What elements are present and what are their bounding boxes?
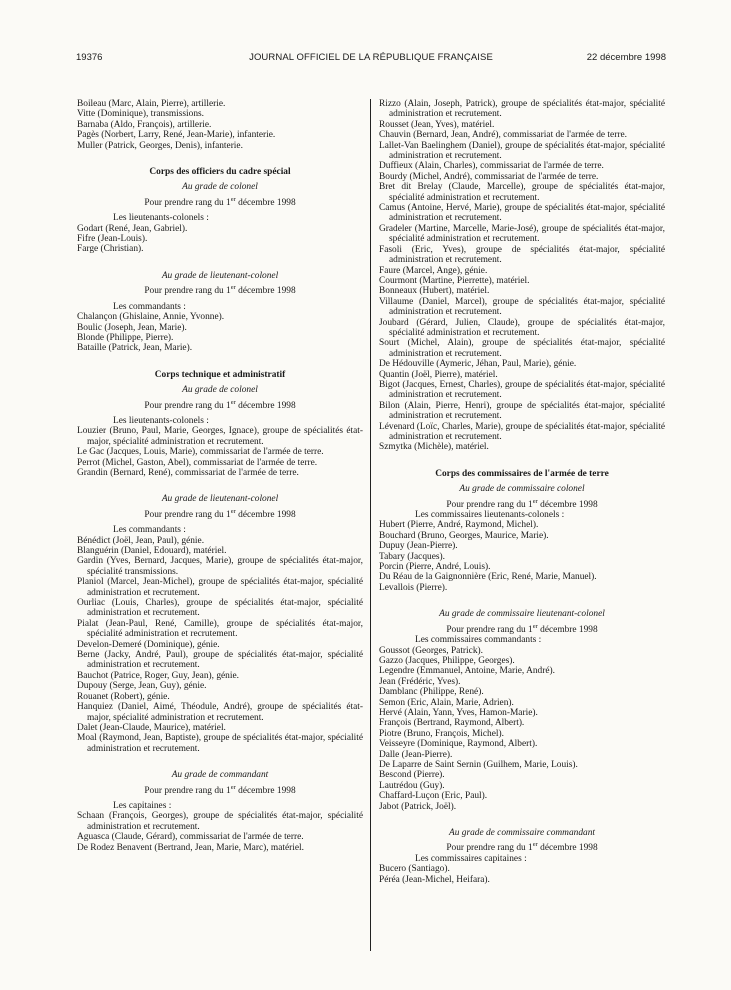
grade-title: Au grade de commandant (171, 770, 269, 781)
list-item: Hanquiez (Daniel, Aimé, Théodule, André), groupe de spécialités état-major, spécialité administration et recrutement. (77, 702, 363, 723)
rank-date: Pour prendre rang du 1er décembre 1998 (144, 284, 296, 297)
list-item: Dupuy (Jean-Pierre). (379, 541, 458, 552)
list-item: Quantin (Joël, Pierre), matériel. (379, 369, 498, 380)
grade-title: Au grade de commissaire lieutenant-colonel (439, 609, 605, 620)
list-item: Gardin (Yves, Bernard, Jacques, Marie), groupe de spécialités état-major, spécialité transmissions. (77, 556, 363, 577)
grade-title: Au grade de commissaire commandant (449, 828, 595, 838)
list-item: Duffieux (Alain, Charles), commissariat de l'armée de terre. (379, 161, 604, 172)
name-list (77, 536, 363, 755)
list-label: Les commissaires lieutenants-colonels : (415, 510, 565, 521)
list-item: Piotre (Bruno, François, Michel). (379, 728, 504, 739)
list-item: Courmont (Martine, Pierrette), matériel. (379, 275, 530, 286)
list-item: Levallois (Pierre). (379, 582, 448, 593)
list-item: Pialat (Jean-Paul, René, Camille), groupe de spécialités état-major, spécialité administration et recrutement. (77, 618, 363, 640)
name-list (77, 224, 363, 255)
list-item: Hervé (Alain, Yann, Yves, Hamon-Marie). (379, 707, 538, 718)
list-item: Chalançon (Ghislaine, Annie, Yvonne). (77, 312, 225, 323)
list-label: Les commissaires commandants : (415, 635, 542, 646)
section-heading: Corps des commissaires de l'armée de terre (435, 468, 609, 479)
list-item: Veisseyre (Dominique, Raymond, Albert). (379, 739, 538, 750)
list-item: Villaume (Daniel, Marcel), groupe de spécialités état-major, spécialité administration et recrutement. (379, 296, 665, 318)
name-list (379, 864, 665, 885)
list-item: Lévenard (Loïc, Charles, Marie), groupe de spécialités état-major, spécialité administration et recrutement. (379, 421, 665, 442)
list-item: Chaffard-Luçon (Eric, Paul). (379, 791, 488, 802)
list-item: Semon (Eric, Alain, Marie, Adrien). (379, 697, 514, 708)
list-item: Joubard (Gérard, Julien, Claude), groupe de spécialités état-major, spécialité administration et recrutement. (379, 317, 665, 338)
list-item: Bénédict (Joël, Jean, Paul), génie. (77, 535, 205, 546)
column-divider (370, 99, 371, 951)
list-label: Les capitaines : (113, 800, 172, 811)
list-label: Les commissaires capitaines : (415, 853, 527, 864)
list-item: Bilon (Alain, Pierre, Henri), groupe de spécialités état-major, spécialité administration et recrutement. (379, 400, 665, 422)
list-item: Godart (René, Jean, Gabriel). (77, 223, 188, 234)
section-heading: Corps des officiers du cadre spécial (149, 167, 291, 178)
list-item: Vitte (Dominique), transmissions. (77, 109, 205, 120)
grade-title: Au grade de colonel (182, 182, 258, 193)
list-item: Planiol (Marcel, Jean-Michel), groupe de spécialités état-major, spécialité administration et recrutement. (77, 577, 363, 598)
rank-date: Pour prendre rang du 1er décembre 1998 (144, 783, 296, 796)
list-item: Camus (Antoine, Hervé, Marie), groupe de spécialités état-major, spécialité administration et recrutement. (379, 203, 665, 224)
list-item: Pagès (Norbert, Larry, René, Jean-Marie), infanterie. (77, 130, 276, 141)
list-item: Sourt (Michel, Alain), groupe de spécialités état-major, spécialité administration et recrutement. (379, 338, 665, 359)
list-label: Les commandants : (113, 301, 186, 312)
intro-list (77, 99, 363, 151)
list-item: Fasoli (Eric, Yves), groupe de spécialités état-major, spécialité administration et recrutement. (379, 244, 665, 266)
grade-title: Au grade de lieutenant-colonel (161, 494, 279, 505)
list-item: Muller (Patrick, Georges, Denis), infanterie. (77, 140, 243, 151)
list-item: Fifre (Jean-Louis). (77, 234, 148, 245)
list-item: Péréa (Jean-Michel, Heifara). (379, 874, 490, 885)
page-number: 19376 (76, 52, 103, 63)
rank-date: Pour prendre rang du 1er décembre 1998 (446, 497, 598, 510)
list-item: Dalet (Jean-Claude, Maurice), matériel. (77, 722, 226, 733)
list-item: Schaan (François, Georges), groupe de spécialités état-major, spécialité administration et recrutement. (77, 811, 363, 832)
list-item: Develon-Demeré (Dominique), génie. (77, 639, 220, 650)
left-column (77, 99, 363, 853)
name-list (77, 811, 363, 853)
list-item: Le Gac (Jacques, Louis, Marie), commissariat de l'armée de terre. (77, 447, 324, 458)
list-item: Damblanc (Philippe, René). (379, 687, 484, 698)
list-item: Louzier (Bruno, Paul, Marie, Georges, Ignace), groupe de spécialités état-major, spécialité administration et recrutement. (77, 426, 363, 447)
list-item: Bataille (Patrick, Jean, Marie). (77, 343, 193, 354)
list-item: Rousset (Jean, Yves), matériel. (379, 119, 495, 130)
rank-date: Pour prendre rang du 1er décembre 1998 (144, 398, 296, 411)
list-label: Les lieutenants-colonels : (113, 213, 209, 224)
publication-date: 22 décembre 1998 (586, 52, 666, 63)
rank-date: Pour prendre rang du 1er décembre 1998 (144, 507, 296, 520)
list-label: Les lieutenants-colonels : (113, 415, 209, 426)
list-item: Boulic (Joseph, Jean, Marie). (77, 322, 187, 333)
name-list (379, 646, 665, 813)
list-item: De Rodez Benavent (Bertrand, Jean, Marie, Marc), matériel. (77, 842, 304, 853)
list-item: Farge (Christian). (77, 244, 144, 255)
name-list (77, 312, 363, 354)
rank-date: Pour prendre rang du 1er décembre 1998 (144, 195, 296, 208)
journal-title: JOURNAL OFFICIEL DE LA RÉPUBLIQUE FRANÇAISE (249, 52, 493, 63)
grade-title: Au grade de colonel (182, 385, 258, 396)
list-item: Bourdy (Michel, André), commissariat de l'armée de terre. (379, 171, 599, 182)
list-item: Porcin (Pierre, André, Louis). (379, 562, 491, 573)
list-item: François (Bertrand, Raymond, Albert). (379, 718, 525, 729)
list-item: Dupouy (Serge, Jean, Guy), génie. (77, 681, 207, 692)
list-item: Goussot (Georges, Patrick). (379, 645, 483, 656)
list-item: Szmytka (Michèle), matériel. (379, 442, 489, 453)
list-item: Rizzo (Alain, Joseph, Patrick), groupe de spécialités état-major, spécialité administration et recrutement. (379, 99, 665, 120)
list-item: Bucero (Santiago). (379, 864, 450, 875)
section-heading: Corps technique et administratif (154, 369, 286, 380)
list-item: Gradeler (Martine, Marcelle, Marie-José), groupe de spécialités état-major, spécialité administration et recrutement. (379, 223, 665, 245)
list-item: Blanguérin (Daniel, Edouard), matériel. (77, 546, 227, 556)
list-item: Dalle (Jean-Pierre). (379, 749, 453, 760)
name-list (77, 426, 363, 478)
list-item: De Hédouville (Aymeric, Jéhan, Paul, Marie), génie. (379, 359, 577, 370)
list-item: Boileau (Marc, Alain, Pierre), artillerie. (77, 99, 226, 109)
list-item: Lautrédou (Guy). (379, 780, 445, 791)
list-item: Legendre (Emmanuel, Antoine, Marie, André). (379, 666, 555, 677)
name-list (379, 520, 665, 593)
list-item: Jean (Frédéric, Yves). (379, 676, 461, 687)
list-item: Barnaba (Aldo, François), artillerie. (77, 119, 212, 130)
right-column (379, 99, 665, 885)
list-item: Bouchard (Bruno, Georges, Maurice, Marie). (379, 530, 549, 541)
list-item: Lallet-Van Baelinghem (Daniel), groupe de spécialités état-major, spécialité administration et recrutement. (379, 140, 665, 162)
list-item: Ourliac (Louis, Charles), groupe de spécialités état-major, spécialité administration et recrutement. (77, 598, 363, 619)
list-item: Rouanet (Robert), génie. (77, 691, 170, 702)
list-item: Faure (Marcel, Ange), génie. (379, 265, 488, 276)
list-item: Gazzo (Jacques, Philippe, Georges). (379, 655, 515, 666)
grade-title: Au grade de commissaire colonel (459, 484, 585, 495)
continued-name-list (379, 99, 665, 453)
list-item: Jabot (Patrick, Joël). (379, 801, 457, 812)
list-item: Grandin (Bernard, René), commissariat de l'armée de terre. (77, 467, 299, 478)
list-item: De Laparre de Saint Sernin (Guilhem, Marie, Louis). (379, 759, 578, 770)
list-item: Berne (Jacky, André, Paul), groupe de spécialités état-major, spécialité administration et recrutement. (77, 650, 363, 671)
list-item: Bauchot (Patrice, Roger, Guy, Jean), génie. (77, 670, 239, 681)
list-item: Tabary (Jacques). (379, 551, 445, 562)
list-item: Perrot (Michel, Gaston, Abel), commissariat de l'armée de terre. (77, 457, 318, 468)
list-item: Aguasca (Claude, Gérard), commissariat de l'armée de terre. (77, 832, 304, 843)
list-label: Les commandants : (113, 525, 186, 536)
list-item: Hubert (Pierre, André, Raymond, Michel). (379, 520, 539, 531)
list-item: Bescond (Pierre). (379, 770, 445, 781)
list-item: Bonneaux (Hubert), matériel. (379, 286, 490, 297)
list-item: Bigot (Jacques, Ernest, Charles), groupe de spécialités état-major, spécialité administration et recrutement. (379, 379, 665, 401)
list-item: Chauvin (Bernard, Jean, André), commissariat de l'armée de terre. (379, 130, 627, 141)
list-item: Blonde (Philippe, Pierre). (77, 332, 174, 343)
rank-date: Pour prendre rang du 1er décembre 1998 (446, 622, 598, 635)
page-header (76, 52, 666, 66)
list-item: Moal (Raymond, Jean, Baptiste), groupe de spécialités état-major, spécialité administration et recrutement. (77, 733, 363, 754)
list-item: Du Réau de la Gaignonnière (Eric, René, Marie, Manuel). (379, 572, 597, 583)
list-item: Bret dit Brelay (Claude, Marcelle), groupe de spécialités état-major, spécialité administration et recrutement. (379, 182, 665, 203)
grade-title: Au grade de lieutenant-colonel (161, 270, 279, 281)
rank-date: Pour prendre rang du 1er décembre 1998 (446, 841, 598, 854)
